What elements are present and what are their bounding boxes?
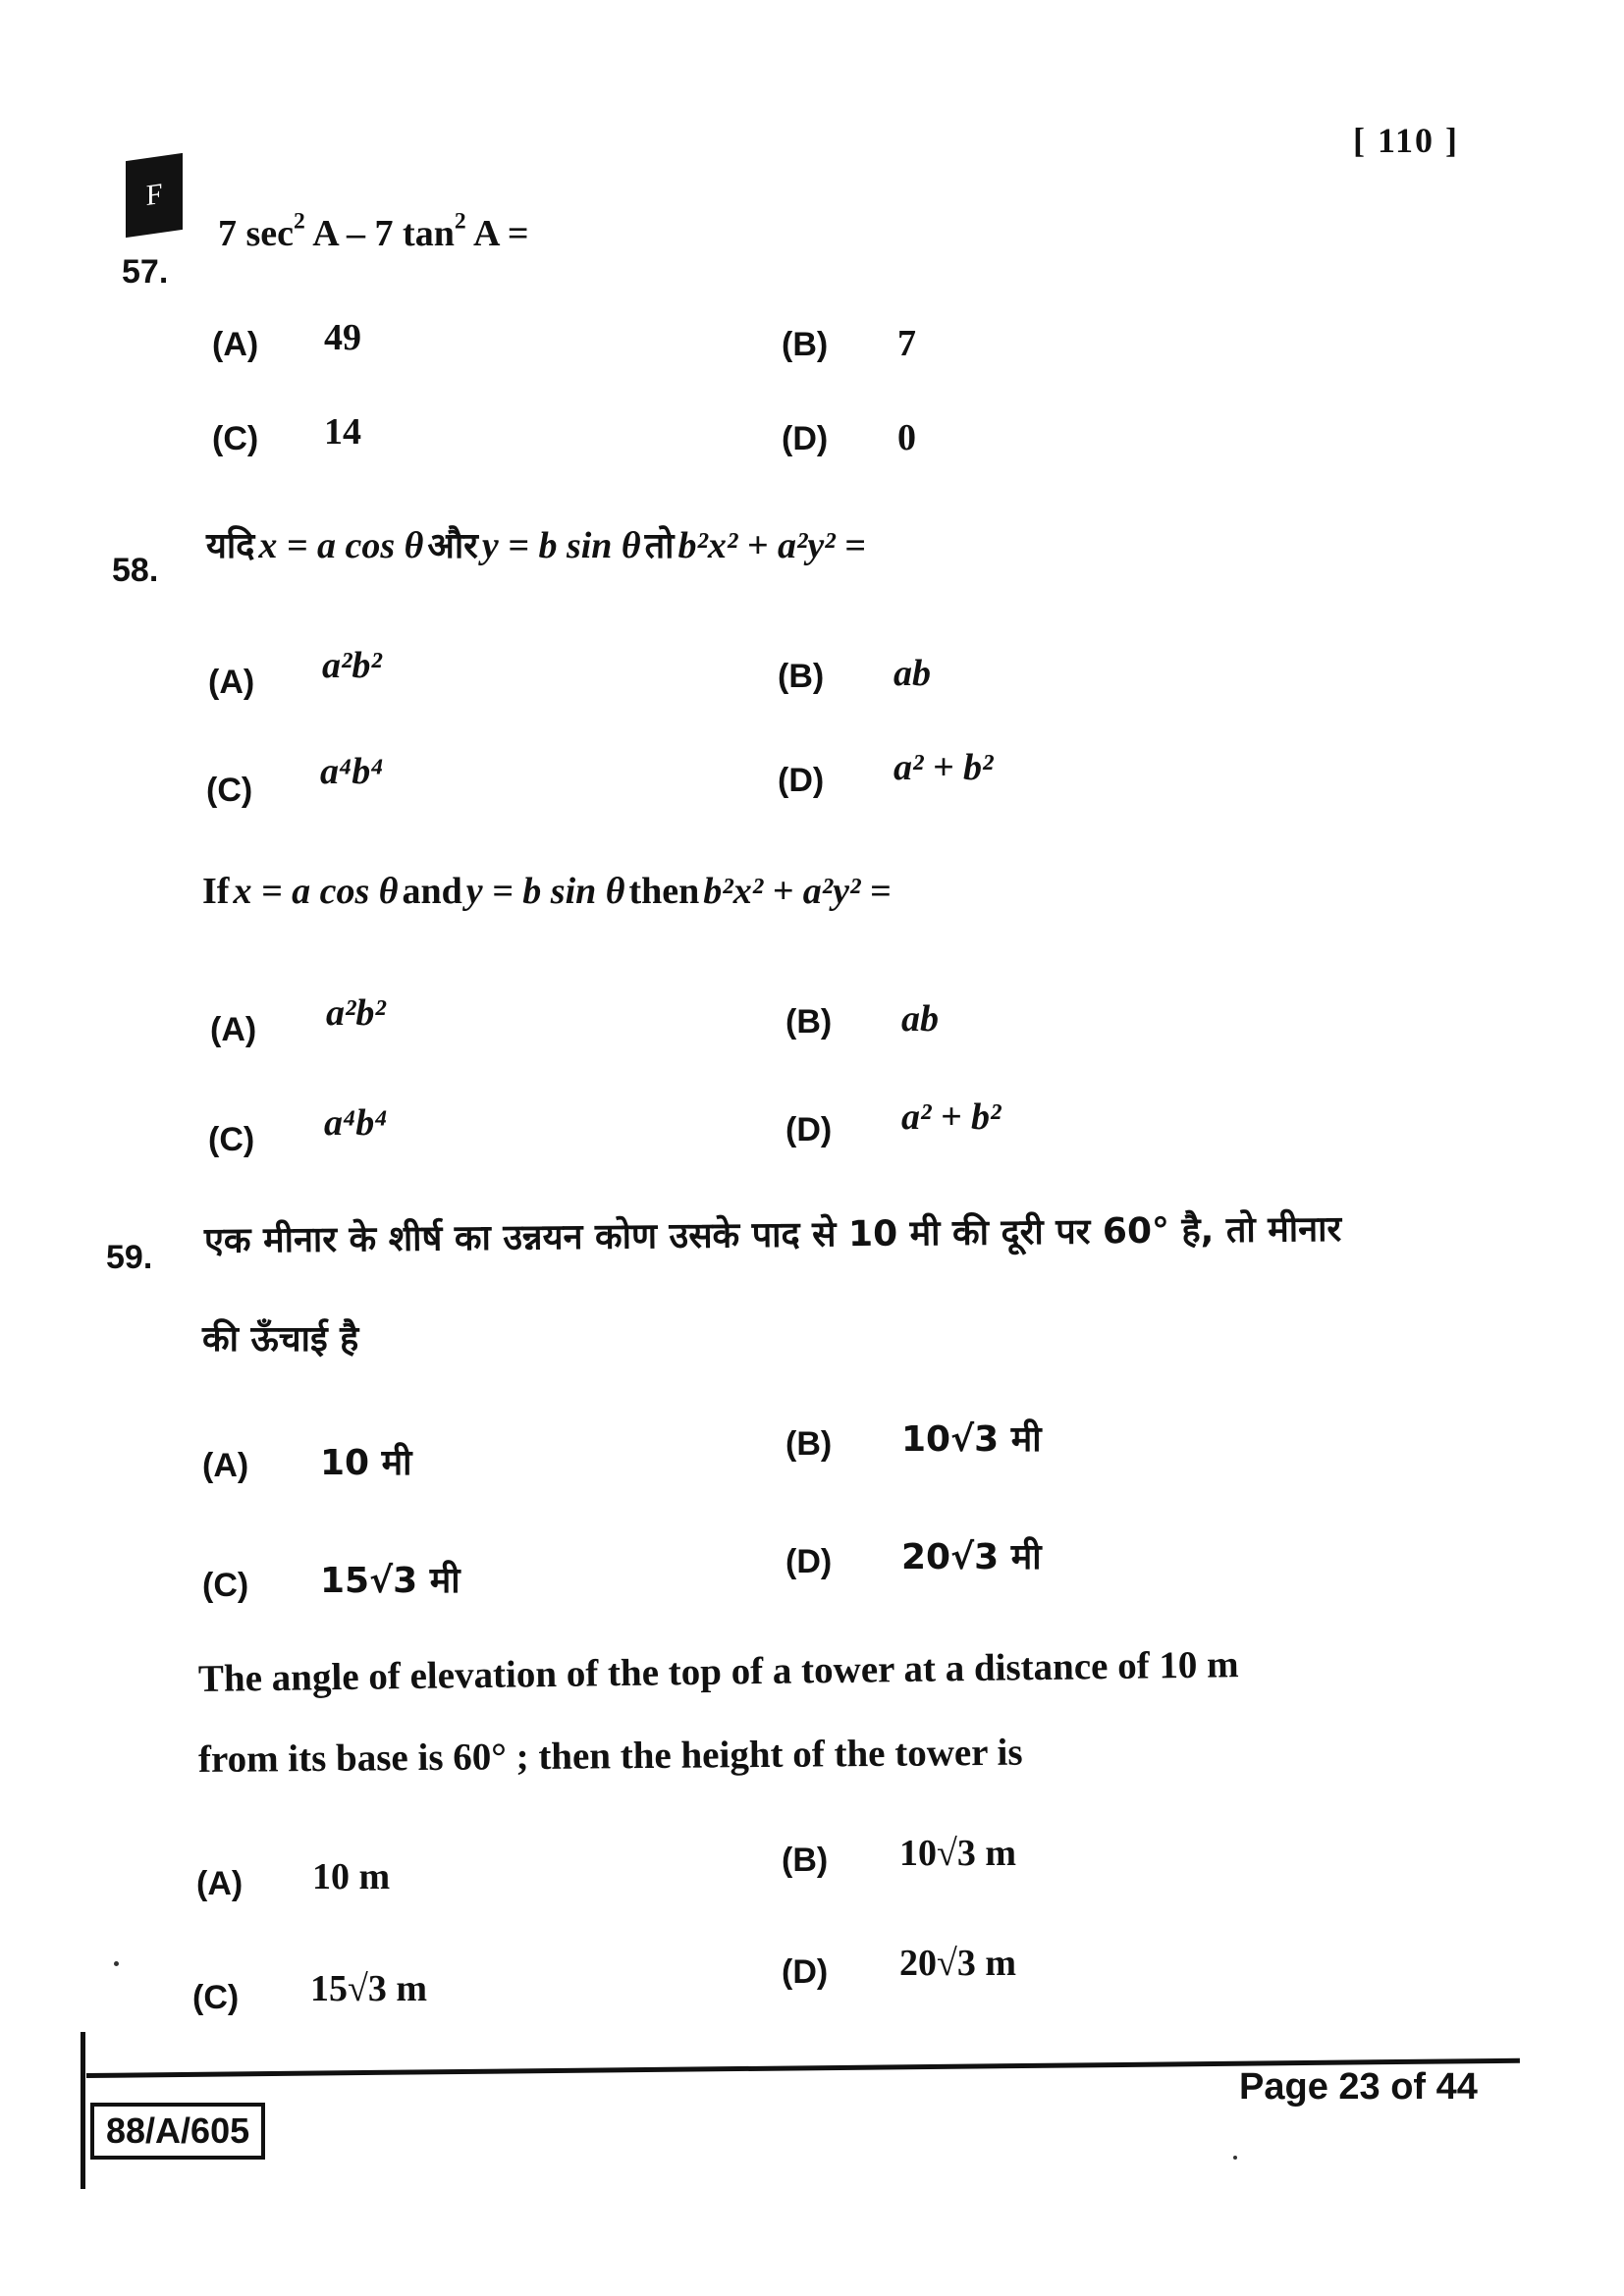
option-a-label[interactable]: (A): [208, 664, 255, 701]
option-a-label[interactable]: (A): [210, 1011, 257, 1048]
option-d-value[interactable]: a² + b²: [893, 747, 994, 788]
option-b-label[interactable]: (B): [782, 1842, 829, 1879]
option-c-value[interactable]: 14: [324, 411, 361, 453]
option-d-label[interactable]: (D): [782, 420, 829, 457]
option-d-label[interactable]: (D): [785, 1111, 833, 1148]
option-c-value[interactable]: a⁴b⁴: [320, 751, 384, 792]
question-text: 7 $\sec^2 A - 7$ $\tan^2 A$ =: [218, 208, 529, 254]
question-text-english: If x = a cos θ and y = b sin θ then b²x² + a²y² =: [202, 871, 892, 912]
option-a-value[interactable]: 10 m: [312, 1856, 391, 1897]
scan-speck: [1233, 2156, 1237, 2160]
option-d-value[interactable]: a² + b²: [901, 1096, 1001, 1138]
section-tab-label: F: [145, 177, 163, 213]
option-a-value[interactable]: a²b²: [326, 992, 386, 1034]
option-c-label[interactable]: (C): [206, 772, 253, 809]
option-c-label[interactable]: (C): [208, 1121, 255, 1158]
question-text-english-line2: from its base is 60° ; then the height of the tower is: [197, 1731, 1023, 1781]
option-d-label[interactable]: (D): [785, 1543, 833, 1580]
option-b-label[interactable]: (B): [778, 658, 825, 695]
option-b-label[interactable]: (B): [785, 1003, 833, 1041]
question-number: 59.: [106, 1239, 153, 1276]
option-b-value[interactable]: ab: [901, 998, 939, 1040]
question-text-hindi-line1: एक मीनार के शीर्ष का उन्नयन कोण उसके पाद से 10 मी की दूरी पर 60° है, तो मीनार: [203, 1208, 1342, 1261]
question-text-hindi-line2: की ऊँचाई है: [202, 1319, 359, 1360]
option-c-value[interactable]: 15√3 मी: [320, 1561, 460, 1601]
option-b-value[interactable]: ab: [893, 653, 931, 694]
option-a-label[interactable]: (A): [202, 1447, 249, 1484]
option-a-value[interactable]: 10 मी: [320, 1443, 412, 1483]
question-number: 57.: [122, 253, 169, 291]
option-d-label[interactable]: (D): [778, 762, 825, 799]
footer-left-bar: [81, 2032, 85, 2189]
page-count: Page 23 of 44: [1239, 2066, 1478, 2108]
option-b-value[interactable]: 7: [897, 323, 916, 364]
option-c-value[interactable]: 15√3 m: [310, 1968, 428, 2009]
option-c-label[interactable]: (C): [212, 420, 259, 457]
page-marker: [ 110 ]: [1353, 121, 1459, 160]
question-text-hindi: यदि x = a cos θ और y = b sin θ तो b²x² + a²y² =: [206, 525, 866, 566]
option-d-value[interactable]: 0: [897, 417, 916, 458]
option-b-label[interactable]: (B): [782, 326, 829, 363]
option-a-label[interactable]: (A): [212, 326, 259, 363]
scan-speck: [114, 1961, 119, 1966]
option-a-label[interactable]: (A): [196, 1865, 244, 1902]
option-a-value[interactable]: a²b²: [322, 645, 382, 686]
paper-code: 88/A/605: [106, 2110, 250, 2151]
option-c-label[interactable]: (C): [202, 1567, 249, 1604]
option-b-label[interactable]: (B): [785, 1425, 833, 1463]
option-d-label[interactable]: (D): [782, 1953, 829, 1991]
option-a-value[interactable]: 49: [324, 317, 361, 358]
option-c-value[interactable]: a⁴b⁴: [324, 1102, 388, 1144]
section-tab: [126, 153, 183, 238]
option-d-value[interactable]: 20√3 m: [899, 1943, 1017, 1984]
option-b-value[interactable]: 10√3 m: [899, 1833, 1017, 1874]
option-d-value[interactable]: 20√3 मी: [901, 1537, 1042, 1577]
option-c-label[interactable]: (C): [192, 1979, 240, 2016]
question-text-english-line1: The angle of elevation of the top of a tower at a distance of 10 m: [197, 1643, 1239, 1700]
question-number: 58.: [112, 552, 159, 589]
paper-code-box: [90, 2103, 265, 2160]
option-b-value[interactable]: 10√3 मी: [901, 1419, 1042, 1460]
